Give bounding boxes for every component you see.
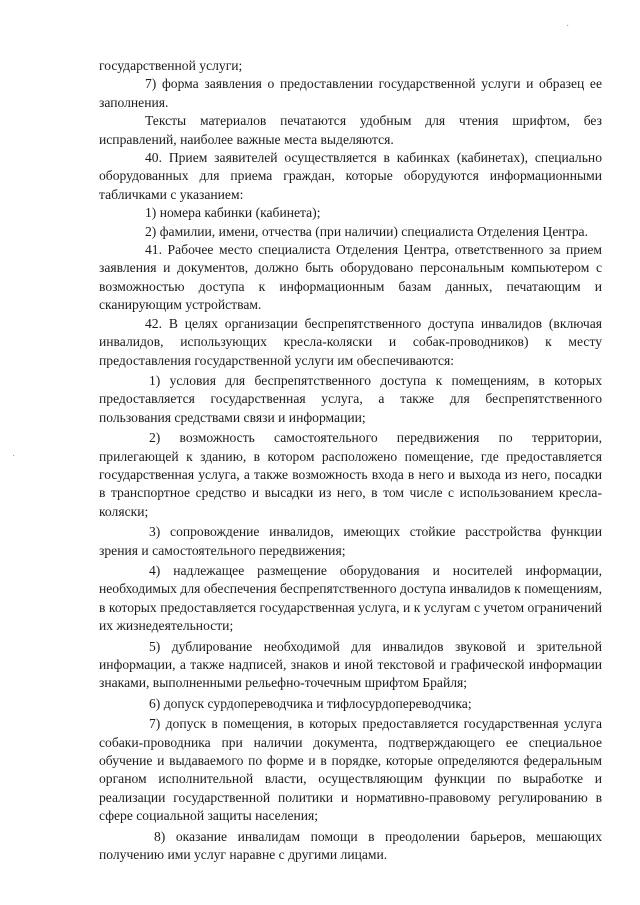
paragraph: Тексты материалов печатаются удобным для чтения шрифтом, без исправлений, наиболее важные места выделяются.: [99, 113, 602, 147]
paragraph: 42. В целях организации беспрепятственного доступа инвалидов (включая инвалидов, использующих кресла-коляски и собак-проводников) к месту предоставления государственной услуги им обеспечиваются:: [99, 315, 602, 368]
paragraph: 40. Прием заявителей осуществляется в кабинках (кабинетах), специально оборудованных для приема граждан, которые оборудуются информационными табличками с указанием:: [99, 150, 602, 202]
list-item: 6) допуск сурдопереводчика и тифлосурдопереводчика;: [149, 695, 472, 711]
paragraph: 2) фамилии, имени, отчества (при наличии) специалиста Отделения Центра.: [145, 223, 588, 239]
scan-speck: ·: [12, 451, 16, 462]
document-body: [99, 57, 602, 864]
list-item: 8) оказание инвалидам помощи в преодолении барьеров, мешающих получению ими услуг наравне с другими лицами.: [99, 828, 602, 863]
paragraph: 7) форма заявления о предоставлении государственной услуги и образец ее заполнения.: [99, 76, 602, 110]
list-item: 2) возможность самостоятельного передвижения по территории, прилегающей к зданию, в котором расположено помещение, где предоставляется государственная услуга, а также возможность входа в него и выхода из него, посадки в транспортное средство и высадки из него, в том числе с использованием кресла-коляски;: [99, 430, 602, 519]
paragraph: 1) номера кабинки (кабинета);: [145, 205, 321, 221]
scan-speck: ·: [566, 21, 570, 32]
list-item: 5) дублирование необходимой для инвалидов звуковой и зрительной информации, а также надписей, знаков и иной текстовой и графической информации знаками, выполненными рельефно-точечным шрифтом Брайля;: [99, 638, 602, 691]
paragraph: государственной услуги;: [99, 58, 243, 73]
list-item: 1) условия для беспрепятственного доступа к помещениям, в которых предоставляется государственная услуга, а также для беспрепятственного пользования средствами связи и информации;: [99, 372, 602, 425]
list-item: 7) допуск в помещения, в которых предоставляется государственная услуга собаки-проводника при наличии документа, подтверждающего ее специальное обучение и выдаваемого по форме и в порядке, которые определяются федеральным органом исполнительной власти, осуществляющим функции по выработке и реализации государственной политики и нормативно-правовому регулированию в сфере социальной защиты населения;: [99, 716, 602, 824]
list-item: 3) сопровождение инвалидов, имеющих стойкие расстройства функции зрения и самостоятельного передвижения;: [99, 524, 602, 558]
list-item: 4) надлежащее размещение оборудования и носителей информации, необходимых для обеспечения беспрепятственного доступа инвалидов к помещениям, в которых предоставляется государственная услуга, и к услугам с учетом ограничений их жизнедеятельности;: [99, 562, 602, 634]
paragraph: 41. Рабочее место специалиста Отделения Центра, ответственного за прием заявления и документов, должно быть оборудовано персональным компьютером с возможностью доступа к информационным базам данных, печатающим и сканирующим устройствам.: [99, 242, 602, 313]
